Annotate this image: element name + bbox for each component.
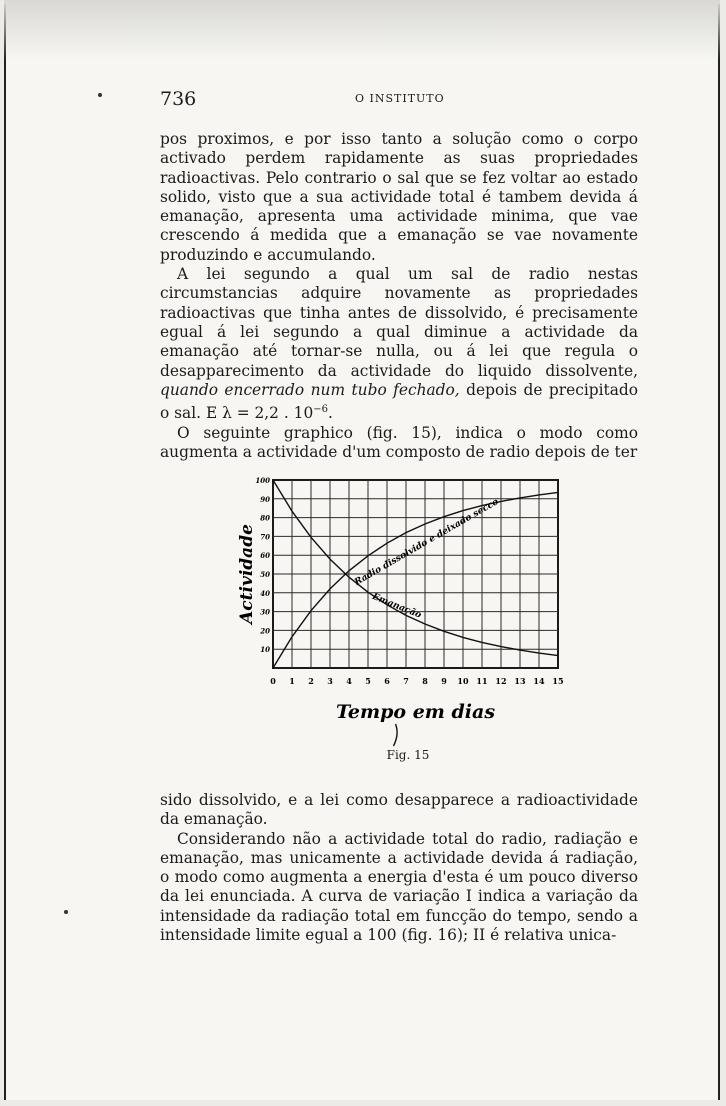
ink-speck <box>64 910 68 914</box>
text-block-top <box>160 130 638 462</box>
x-tick-label: 4 <box>346 676 352 686</box>
series-line-2 <box>273 480 558 656</box>
ink-speck <box>98 93 102 97</box>
y-tick-label: 10 <box>260 645 270 655</box>
x-tick-label: 14 <box>533 676 545 686</box>
paragraph-3: O seguinte graphico (fig. 15), indica o modo como augmenta a actividade d'um composto de radio depois de ter <box>160 423 638 461</box>
figure-15 <box>228 470 588 770</box>
paragraph-5: Considerando não a actividade total do radio, radiação e emanação, mas unicamente a actividade devida á radiação, o modo como augmenta a energia d'esta é um pouco diverso da lei enunciada. A curva de variação I indica a variação da intensidade da radiação total em funcção do tempo, sendo a intensidade limite egual a 100 (fig. 16); II é relativa unica- <box>160 829 638 945</box>
series-line-1 <box>273 492 558 668</box>
page-header <box>160 88 630 110</box>
x-axis-title: Tempo em dias <box>335 701 496 723</box>
y-tick-label: 80 <box>260 513 270 523</box>
x-axis-title-flourish <box>394 724 398 746</box>
x-tick-label: 2 <box>308 676 314 686</box>
paragraph-2-exponent: −6 <box>313 404 328 416</box>
page-top-stain <box>4 0 720 60</box>
x-tick-label: 9 <box>441 676 447 686</box>
x-tick-label: 10 <box>457 676 469 686</box>
x-tick-label: 0 <box>270 676 276 686</box>
paragraph-1: pos proximos, e por isso tanto a solução como o corpo activado perdem rapidamente as suas propriedades radioactivas. Pelo contrario o sal que se fez voltar ao estado solido, visto que a sua actividade total é tambem devida á emanação, apresenta uma actividade minima, que vae crescendo á medida que a emanação se vae novamente produzindo e accumulando. <box>160 130 638 264</box>
paragraph-2-tail: depois de precipitado o sal. E λ = 2,2 . 10 <box>160 380 639 423</box>
x-tick-label: 1 <box>289 676 295 686</box>
series-label-2: Emanação <box>370 591 423 621</box>
x-tick-label: 12 <box>495 676 507 686</box>
page-number: 736 <box>160 88 197 110</box>
y-tick-label: 100 <box>255 476 270 485</box>
y-tick-label: 30 <box>260 607 270 617</box>
y-axis-title: Actividade <box>237 524 257 624</box>
y-tick-label: 70 <box>260 532 270 542</box>
x-tick-label: 6 <box>384 676 390 686</box>
paragraph-2 <box>160 265 638 424</box>
y-tick-label: 90 <box>260 494 270 504</box>
x-tick-label: 11 <box>476 676 488 686</box>
x-tick-label: 7 <box>403 676 409 686</box>
x-tick-label: 3 <box>327 676 333 686</box>
paragraph-2-end: . <box>328 404 333 423</box>
paragraph-4: sido dissolvido, e a lei como desapparece a radioactividade da emanação. <box>160 791 638 829</box>
figure-caption: Fig. 15 <box>386 748 430 762</box>
y-tick-label: 50 <box>260 570 270 579</box>
series-label-1: Radio dissolvido e deixado secco <box>353 497 501 588</box>
chart-svg <box>228 470 588 770</box>
y-tick-label: 20 <box>260 626 270 636</box>
y-tick-label: 40 <box>260 588 270 598</box>
x-tick-label: 13 <box>514 676 526 686</box>
x-tick-label: 15 <box>552 676 564 686</box>
paragraph-2-main: A lei segundo a qual um sal de radio nestas circumstancias adquire novamente as propriedades radioactivas que tinha antes de dissolvido, é precisamente egual á lei segundo a qual diminue a actividade da emanação até tornar-se nulla, ou á lei que regula o desapparecimento da actividade do liquido dissolvente, <box>160 265 638 380</box>
paragraph-2-italic: quando encerrado num tubo fechado, <box>160 380 460 399</box>
x-tick-label: 5 <box>365 676 371 686</box>
text-block-bottom <box>160 791 638 945</box>
x-tick-label: 8 <box>422 676 428 686</box>
y-tick-label: 60 <box>260 551 270 561</box>
running-head: O INSTITUTO <box>355 92 445 105</box>
